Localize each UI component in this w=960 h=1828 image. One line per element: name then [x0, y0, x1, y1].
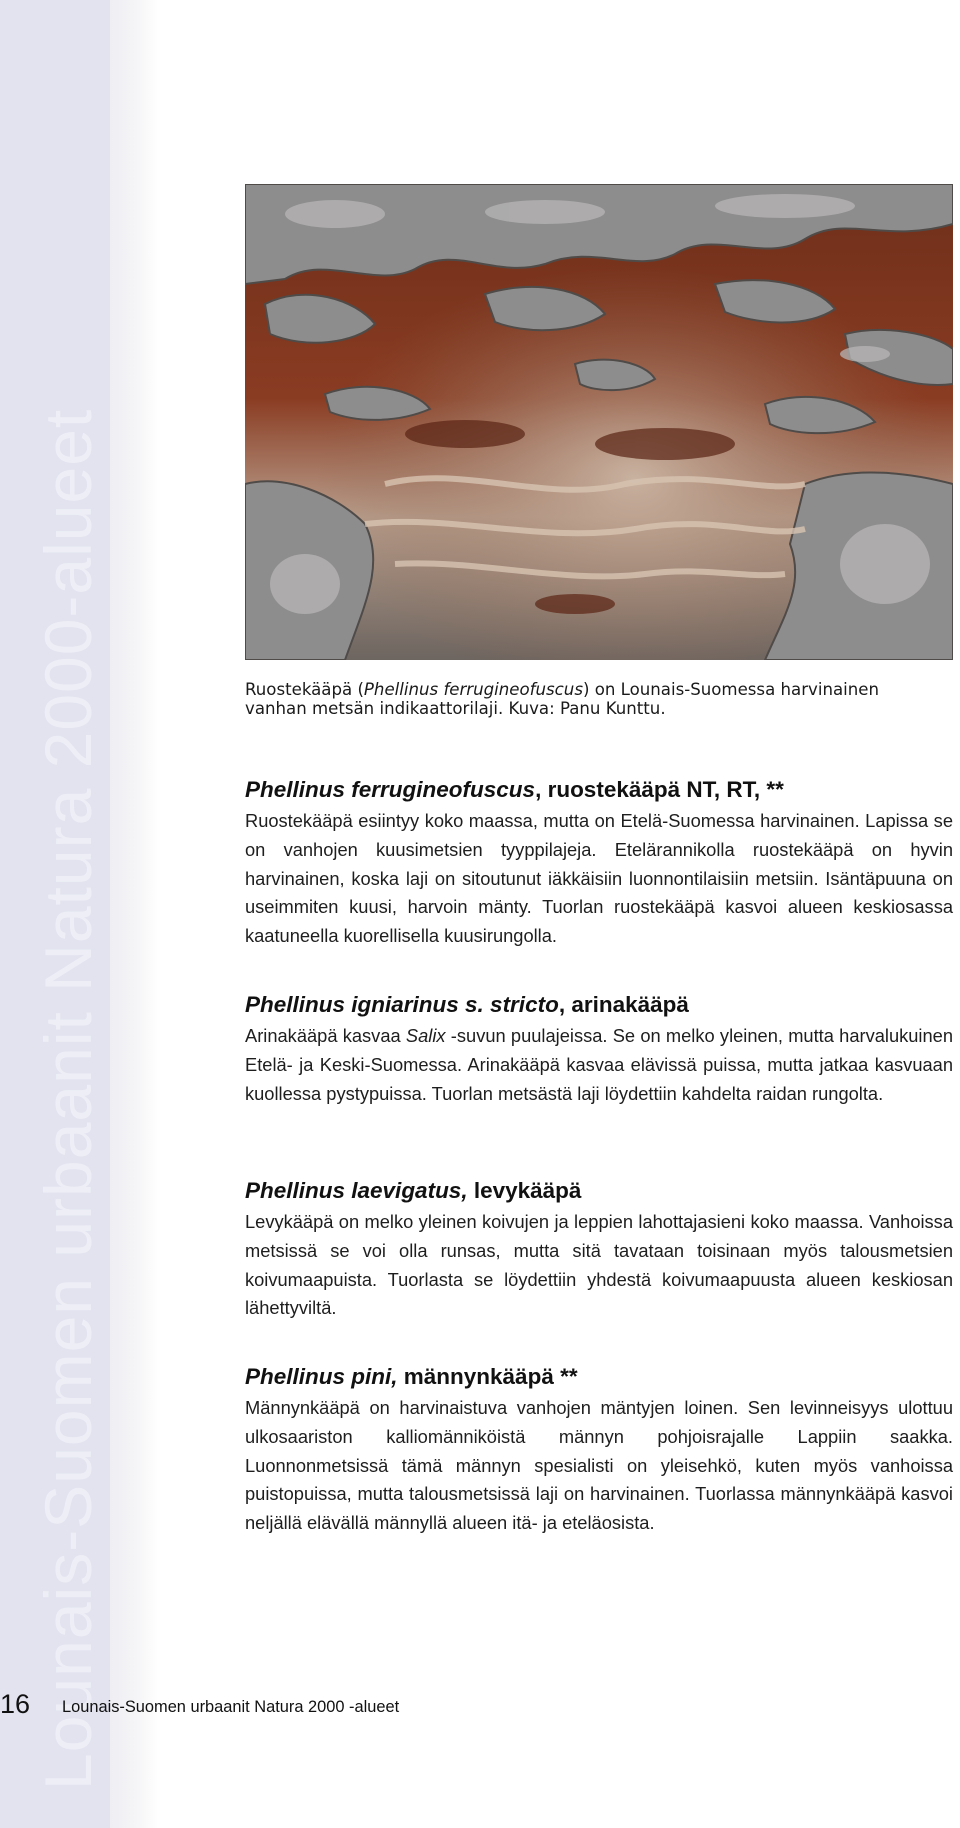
sidebar-fade [110, 0, 158, 1828]
sidebar-vertical-title: Lounais-Suomen urbaanit Natura 2000-alueet [31, 408, 105, 1790]
section-body: Levykääpä on melko yleinen koivujen ja leppien lahottajasieni koko maassa. Vanhoissa metsissä se voi olla runsas, mutta sitä tavataan toisinaan myös talousmetsien koivumaapuista. Tuorlasta se löydettiin yhdestä koivumaapuusta alueen keskiosan lähettyviltä. [245, 1211, 953, 1319]
species-name: Phellinus laevigatus, [245, 1178, 468, 1203]
common-name: , arinakääpä [558, 992, 689, 1017]
species-name: Phellinus pini, [245, 1364, 398, 1389]
species-name: Phellinus igniarinus s. stricto [245, 992, 559, 1017]
footer-publication-title: Lounais-Suomen urbaanit Natura 2000 -alueet [62, 1698, 400, 1716]
caption-species: Phellinus ferrugineofuscus [363, 680, 583, 699]
section-mannynkaapa [245, 1363, 953, 1538]
section-heading [245, 991, 953, 1019]
caption-pre: Ruostekääpä ( [245, 680, 364, 699]
section-arinakaapa [245, 991, 953, 1108]
common-name: männynkääpä ** [397, 1364, 578, 1389]
common-name: levykääpä [467, 1178, 582, 1203]
genus-name: Salix [405, 1025, 446, 1046]
section-heading [245, 776, 953, 804]
section-heading [245, 1363, 953, 1391]
section-body [245, 1022, 953, 1108]
fungus-photo [245, 184, 953, 660]
body-pre: Arinakääpä kasvaa [245, 1025, 406, 1046]
bark-fungus-image [245, 184, 953, 660]
sidebar-title-wrap [28, 190, 108, 1790]
caption-post: ) on Lounais-Suomessa harvinainen vanhan metsän indikaattorilaji. Kuva: Panu Kunttu. [245, 680, 879, 718]
page-number: 16 [0, 1689, 31, 1719]
section-body: Ruostekääpä esiintyy koko maassa, mutta on Etelä-Suomessa harvinainen. Lapissa se on vanhojen kuusimetsien tyyppilajeja. Etelärannikolla ruostekääpä on hyvin harvinainen, koska laji on sitoutunut iäkkäisiin luonnontilaisiin metsiin. Isäntäpuuna on useimmiten kuusi, harvoin mänty. Tuorlan ruostekääpä kasvoi alueen keskiosassa kaatuneella kuorellisella kuusirungolla. [245, 810, 953, 947]
common-name: , ruostekääpä NT, RT, ** [535, 777, 784, 802]
photo-caption [245, 680, 945, 718]
species-name: Phellinus ferrugineofuscus [245, 777, 536, 802]
body-post: -suvun puulajeissa. Se on melko yleinen, mutta harvalukuinen Etelä- ja Keski-Suomessa. Arinakääpä kasvaa elävissä puissa, mutta jatkaa kasvuaan kuollessa pystypuissa. Tuorlan metsästä laji löydettiin kahdelta raidan rungolta. [245, 1025, 953, 1104]
section-levykaapa [245, 1177, 953, 1323]
section-heading [245, 1177, 953, 1205]
section-body: Männynkääpä on harvinaistuva vanhojen mäntyjen loinen. Sen levinneisyys ulottuu ulkosaariston kalliomänniköistä männyn pohjoisrajalle Lappiin saakka. Luonnonmetsissä tämä männyn spesialisti on yleisehkö, kuten myös vanhoissa puistopuissa, mutta talousmetsissä laji on harvinainen. Tuorlassa männynkääpä kasvoi neljällä elävällä männyllä alueen itä- ja eteläosista. [245, 1397, 953, 1534]
section-ruostekaapa [245, 776, 953, 951]
